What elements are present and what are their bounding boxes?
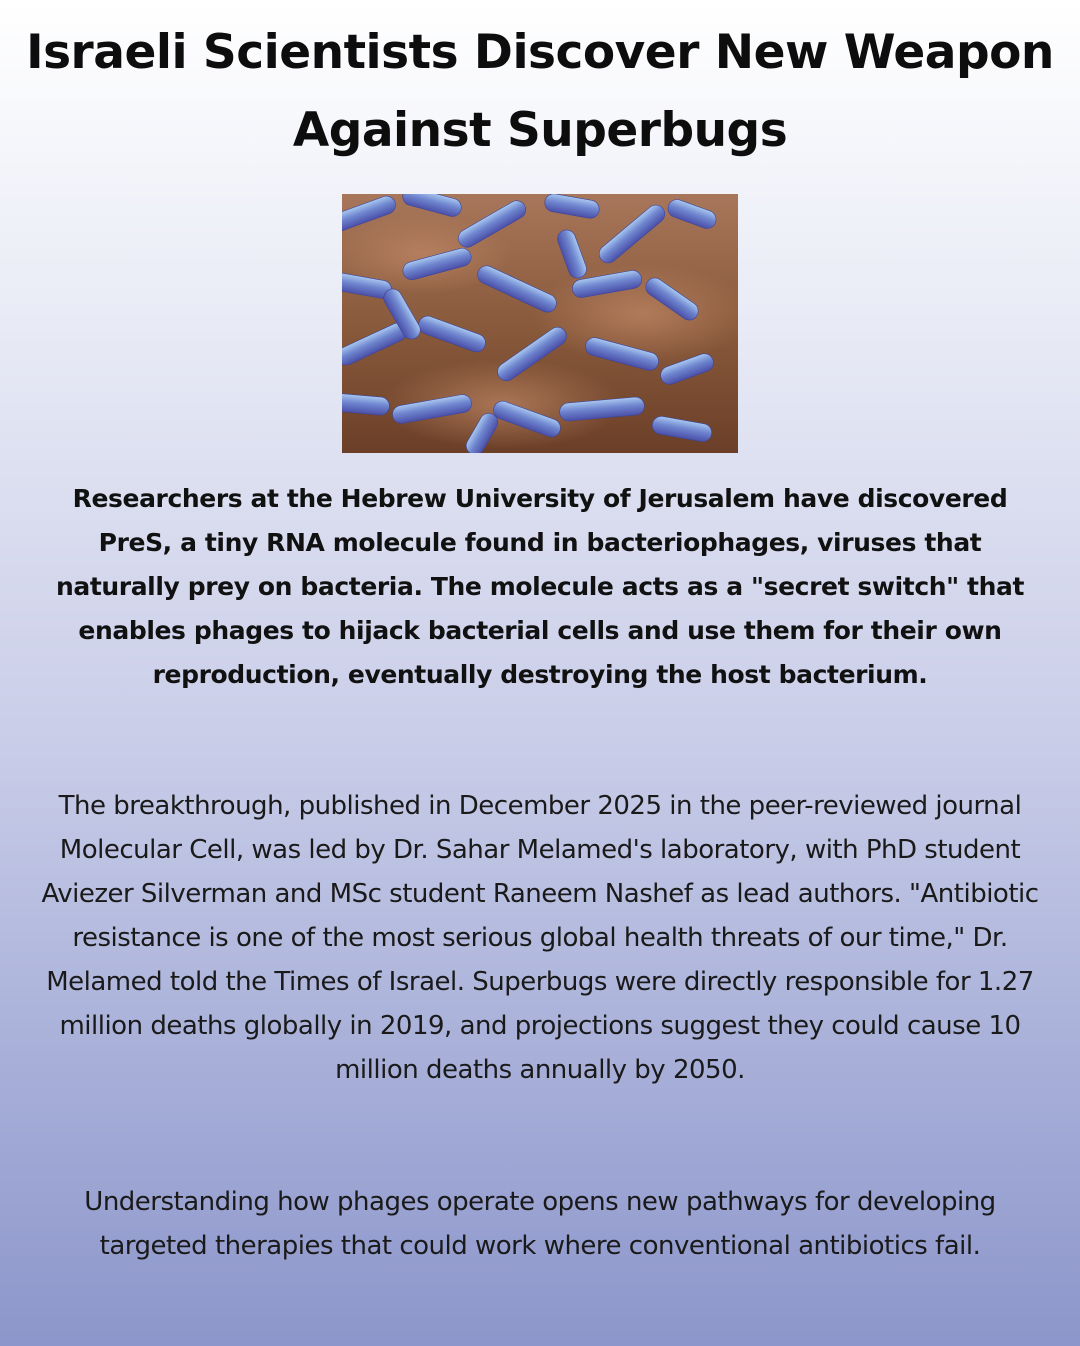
bacteria-image — [342, 194, 738, 453]
article-title: Israeli Scientists Discover New Weapon Against Superbugs — [26, 25, 1054, 158]
lead-paragraph: Researchers at the Hebrew University of Jerusalem have discovered PreS, a tiny RNA molecule found in bacteriophages, viruses that naturally prey on bacteria. The molecule acts as a "secret switch" that enables phages to hijack bacterial cells and use them for their own reproduction, eventually destroying the host bacterium. — [55, 484, 1025, 689]
body-paragraph-2: The breakthrough, published in December 2025 in the peer-reviewed journal Molecular Cell, was led by Dr. Sahar Melamed's laboratory, with PhD student Aviezer Silverman and MSc student Raneem Nashef as lead authors. "Antibiotic resistance is one of the most serious global health threats of our time," Dr. Melamed told the Times of Israel. Superbugs were directly responsible for 1.27 million deaths globally in 2019, and projections suggest they could cause 10 million deaths annually by 2050. — [41, 791, 1039, 1085]
body-paragraph-3: Understanding how phages operate opens new pathways for developing targeted therapies that could work where conventional antibiotics fail. — [84, 1187, 996, 1261]
